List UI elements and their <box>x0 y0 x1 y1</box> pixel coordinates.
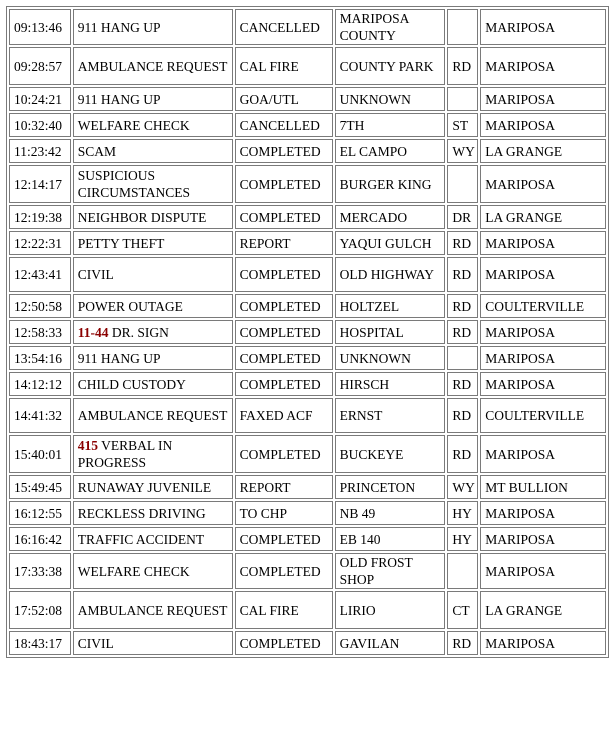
street-cell: EL CAMPO <box>335 139 446 163</box>
call-log-table <box>6 6 609 658</box>
call-type-text: TRAFFIC ACCIDENT <box>77 531 205 547</box>
street-suffix-cell <box>447 87 478 111</box>
call-time-cell: 09:28:57 <box>9 47 71 85</box>
call-type-cell <box>73 435 233 473</box>
street-cell: NB 49 <box>335 501 446 525</box>
call-type-cell <box>73 87 233 111</box>
call-type-cell <box>73 320 233 344</box>
call-type-text: 911 HANG UP <box>77 350 161 366</box>
table-row <box>9 435 606 473</box>
disposition-cell: FAXED ACF <box>235 398 333 433</box>
disposition-cell: CAL FIRE <box>235 591 333 629</box>
city-cell: MT BULLION <box>480 475 606 499</box>
call-type-text: NEIGHBOR DISPUTE <box>77 209 207 225</box>
street-cell: GAVILAN <box>335 631 446 655</box>
street-cell: UNKNOWN <box>335 346 446 370</box>
street-cell: HOLTZEL <box>335 294 446 318</box>
city-cell: LA GRANGE <box>480 591 606 629</box>
table-row <box>9 47 606 85</box>
call-type-cell <box>73 294 233 318</box>
call-type-cell <box>73 257 233 292</box>
disposition-cell: COMPLETED <box>235 435 333 473</box>
disposition-cell: REPORT <box>235 475 333 499</box>
call-code: 415 <box>77 438 99 453</box>
street-cell: COUNTY PARK <box>335 47 446 85</box>
street-cell: OLD FROST SHOP <box>335 553 446 589</box>
city-cell: MARIPOSA <box>480 87 606 111</box>
call-type-text: VERBAL IN PROGRESS <box>77 438 173 470</box>
call-type-cell <box>73 113 233 137</box>
city-cell: MARIPOSA <box>480 47 606 85</box>
disposition-cell: COMPLETED <box>235 527 333 551</box>
street-cell: OLD HIGHWAY <box>335 257 446 292</box>
city-cell: MARIPOSA <box>480 435 606 473</box>
call-type-text: SCAM <box>77 143 117 159</box>
call-type-cell <box>73 527 233 551</box>
city-cell: MARIPOSA <box>480 231 606 255</box>
call-time-cell: 10:24:21 <box>9 87 71 111</box>
disposition-cell: COMPLETED <box>235 205 333 229</box>
table-row <box>9 139 606 163</box>
city-cell: MARIPOSA <box>480 113 606 137</box>
street-cell: HOSPITAL <box>335 320 446 344</box>
street-cell: MARIPOSA COUNTY <box>335 9 446 45</box>
street-suffix-cell: WY <box>447 139 478 163</box>
call-type-text: DR. SIGN <box>111 324 169 340</box>
call-type-cell <box>73 398 233 433</box>
call-type-text: PETTY THEFT <box>77 235 165 251</box>
disposition-cell: TO CHP <box>235 501 333 525</box>
table-row <box>9 527 606 551</box>
call-type-text: RUNAWAY JUVENILE <box>77 479 212 495</box>
table-row <box>9 631 606 655</box>
street-suffix-cell: CT <box>447 591 478 629</box>
call-type-text: CIVIL <box>77 267 114 282</box>
table-row <box>9 165 606 203</box>
call-type-cell <box>73 139 233 163</box>
disposition-cell: COMPLETED <box>235 346 333 370</box>
city-cell: MARIPOSA <box>480 320 606 344</box>
street-cell: PRINCETON <box>335 475 446 499</box>
call-type-cell <box>73 591 233 629</box>
disposition-cell: CANCELLED <box>235 113 333 137</box>
disposition-cell: COMPLETED <box>235 257 333 292</box>
street-suffix-cell: RD <box>447 257 478 292</box>
table-row <box>9 372 606 396</box>
disposition-cell: REPORT <box>235 231 333 255</box>
call-type-cell <box>73 372 233 396</box>
call-time-cell: 17:33:38 <box>9 553 71 589</box>
city-cell: MARIPOSA <box>480 9 606 45</box>
street-cell: BUCKEYE <box>335 435 446 473</box>
street-suffix-cell: RD <box>447 294 478 318</box>
table-row <box>9 87 606 111</box>
table-row <box>9 398 606 433</box>
street-cell: EB 140 <box>335 527 446 551</box>
table-row <box>9 501 606 525</box>
call-time-cell: 18:43:17 <box>9 631 71 655</box>
table-row <box>9 346 606 370</box>
table-row <box>9 320 606 344</box>
disposition-cell: COMPLETED <box>235 165 333 203</box>
city-cell: MARIPOSA <box>480 257 606 292</box>
table-row <box>9 591 606 629</box>
street-suffix-cell: RD <box>447 320 478 344</box>
table-row <box>9 231 606 255</box>
call-time-cell: 11:23:42 <box>9 139 71 163</box>
call-time-cell: 16:16:42 <box>9 527 71 551</box>
disposition-cell: CANCELLED <box>235 9 333 45</box>
street-cell: LIRIO <box>335 591 446 629</box>
disposition-cell: GOA/UTL <box>235 87 333 111</box>
disposition-cell: COMPLETED <box>235 553 333 589</box>
street-cell: ERNST <box>335 398 446 433</box>
call-type-text: 911 HANG UP <box>77 91 161 107</box>
street-suffix-cell: RD <box>447 372 478 396</box>
call-time-cell: 12:58:33 <box>9 320 71 344</box>
street-cell: 7TH <box>335 113 446 137</box>
call-time-cell: 15:49:45 <box>9 475 71 499</box>
street-suffix-cell: RD <box>447 631 478 655</box>
city-cell: LA GRANGE <box>480 205 606 229</box>
street-suffix-cell: DR <box>447 205 478 229</box>
street-suffix-cell: WY <box>447 475 478 499</box>
table-row <box>9 257 606 292</box>
call-type-text: AMBULANCE REQUEST <box>77 58 228 74</box>
city-cell: LA GRANGE <box>480 139 606 163</box>
city-cell: MARIPOSA <box>480 553 606 589</box>
call-type-text: AMBULANCE REQUEST <box>77 602 228 618</box>
disposition-cell: COMPLETED <box>235 631 333 655</box>
call-time-cell: 09:13:46 <box>9 9 71 45</box>
call-type-text: AMBULANCE REQUEST <box>77 408 228 423</box>
table-row <box>9 9 606 45</box>
disposition-cell: COMPLETED <box>235 139 333 163</box>
call-time-cell: 14:12:12 <box>9 372 71 396</box>
call-time-cell: 12:50:58 <box>9 294 71 318</box>
street-suffix-cell <box>447 553 478 589</box>
street-suffix-cell <box>447 346 478 370</box>
city-cell: MARIPOSA <box>480 501 606 525</box>
call-type-cell <box>73 631 233 655</box>
call-type-text: RECKLESS DRIVING <box>77 505 206 521</box>
call-type-text: SUSPICIOUS CIRCUMSTANCES <box>77 168 190 200</box>
disposition-cell: COMPLETED <box>235 372 333 396</box>
street-suffix-cell: RD <box>447 47 478 85</box>
street-cell: UNKNOWN <box>335 87 446 111</box>
call-time-cell: 12:19:38 <box>9 205 71 229</box>
disposition-cell: COMPLETED <box>235 294 333 318</box>
table-row <box>9 113 606 137</box>
call-time-cell: 14:41:32 <box>9 398 71 433</box>
city-cell: MARIPOSA <box>480 631 606 655</box>
call-type-cell <box>73 346 233 370</box>
disposition-cell: COMPLETED <box>235 320 333 344</box>
city-cell: MARIPOSA <box>480 165 606 203</box>
table-row <box>9 205 606 229</box>
call-time-cell: 12:43:41 <box>9 257 71 292</box>
table-row <box>9 475 606 499</box>
street-suffix-cell: HY <box>447 501 478 525</box>
call-type-cell <box>73 553 233 589</box>
call-type-text: CHILD CUSTODY <box>77 376 186 392</box>
street-suffix-cell: HY <box>447 527 478 551</box>
street-cell: YAQUI GULCH <box>335 231 446 255</box>
street-suffix-cell: RD <box>447 398 478 433</box>
call-type-cell <box>73 165 233 203</box>
call-type-text: POWER OUTAGE <box>77 298 183 314</box>
city-cell: COULTERVILLE <box>480 398 606 433</box>
call-time-cell: 10:32:40 <box>9 113 71 137</box>
call-type-cell <box>73 205 233 229</box>
call-time-cell: 16:12:55 <box>9 501 71 525</box>
call-time-cell: 15:40:01 <box>9 435 71 473</box>
call-type-text: WELFARE CHECK <box>77 563 190 579</box>
call-type-text: CIVIL <box>77 635 114 651</box>
street-suffix-cell: RD <box>447 435 478 473</box>
city-cell: MARIPOSA <box>480 527 606 551</box>
call-time-cell: 12:22:31 <box>9 231 71 255</box>
call-type-cell <box>73 501 233 525</box>
city-cell: COULTERVILLE <box>480 294 606 318</box>
call-type-cell <box>73 231 233 255</box>
city-cell: MARIPOSA <box>480 372 606 396</box>
street-suffix-cell <box>447 9 478 45</box>
call-type-text: 911 HANG UP <box>77 19 161 35</box>
call-type-cell <box>73 475 233 499</box>
call-type-text: WELFARE CHECK <box>77 117 190 133</box>
city-cell: MARIPOSA <box>480 346 606 370</box>
call-type-cell <box>73 9 233 45</box>
call-type-cell <box>73 47 233 85</box>
call-time-cell: 17:52:08 <box>9 591 71 629</box>
street-cell: BURGER KING <box>335 165 446 203</box>
call-log-body <box>9 9 606 655</box>
disposition-cell: CAL FIRE <box>235 47 333 85</box>
call-code: 11-44 <box>77 324 109 340</box>
street-suffix-cell <box>447 165 478 203</box>
table-row <box>9 553 606 589</box>
street-suffix-cell: ST <box>447 113 478 137</box>
call-time-cell: 12:14:17 <box>9 165 71 203</box>
call-time-cell: 13:54:16 <box>9 346 71 370</box>
street-cell: MERCADO <box>335 205 446 229</box>
street-cell: HIRSCH <box>335 372 446 396</box>
street-suffix-cell: RD <box>447 231 478 255</box>
table-row <box>9 294 606 318</box>
